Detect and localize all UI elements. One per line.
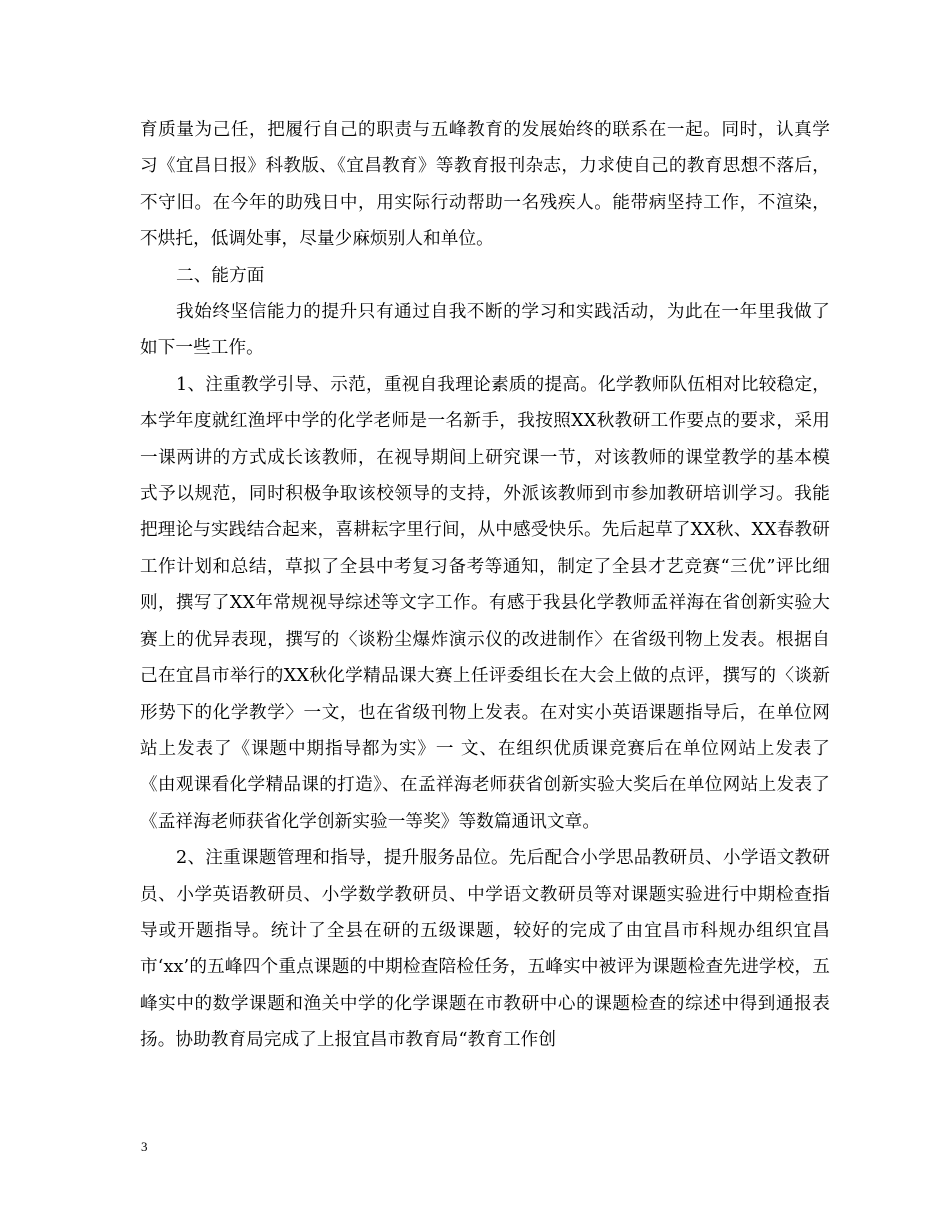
section-heading-ability: 二、能方面 [176,265,265,286]
paragraph-continuation: 育质量为己任，把履行自己的职责与五峰教育的发展始终的联系在一起。同时，认真学习《宜昌日报》科教版、《宜昌教育》等教育报刊杂志，力求使自己的教育思想不落后，不守旧。在今年的助残日中，用实际行动帮助一名残疾人。能带病坚持工作，不渲染，不烘托，低调处事，尽量少麻烦别人和单位。 [140,120,830,250]
document-body [140,112,830,1059]
paragraph-item-1: 1、注重教学引导、示范，重视自我理论素质的提高。化学教师队伍相对比较稳定，本学年度就红渔坪中学的化学老师是一名新手，我按照XX秋教研工作要点的要求，采用一课两讲的方式成长该教师，在视导期间上研究课一节，对该教师的课堂教学的基本模式予以规范，同时积极争取该校领导的支持，外派该教师到市参加教研培训学习。我能把理论与实践结合起来，喜耕耘字里行间，从中感受快乐。先后起草了XX秋、XX春教研工作计划和总结，草拟了全县中考复习备考等通知，制定了全县才艺竞赛“三优”评比细则，撰写了XX年常规视导综述等文字工作。有感于我县化学教师孟祥海在省创新实验大赛上的优异表现，撰写的〈谈粉尘爆炸演示仪的改进制作〉在省级刊物上发表。根据自己在宜昌市举行的XX秋化学精品课大赛上任评委组长在大会上做的点评，撰写的〈谈新形势下的化学教学〉一文，也在省级刊物上发表。在对实小英语课题指导后，在单位网站上发表了《课题中期指导都为实》一 文、在组织优质课竞赛后在单位网站上发表了《由观课看化学精品课的打造》、在孟祥海老师获省创新实验大奖后在单位网站上发表了《孟祥海老师获省化学创新实验一等奖》等数篇通讯文章。 [140,374,830,832]
paragraph-intro: 我始终坚信能力的提升只有通过自我不断的学习和实践活动，为此在一年里我做了如下一些工作。 [140,302,830,359]
paragraph-item-2: 2、注重课题管理和指导，提升服务品位。先后配合小学思品教研员、小学语文教研员、小学英语教研员、小学数学教研员、中学语文教研员等对课题实验进行中期检查指导或开题指导。统计了全县在研的五级课题，较好的完成了由宜昌市科规办组织宜昌市‘xx’的五峰四个重点课题的中期检查陪检任务，五峰实中被评为课题检查先进学校，五峰实中的数学课题和渔关中学的化学课题在市教研中心的课题检查的综述中得到通报表扬。协助教育局完成了上报宜昌市教育局“教育工作创 [140,848,830,1051]
page-number: 3 [141,1139,148,1154]
